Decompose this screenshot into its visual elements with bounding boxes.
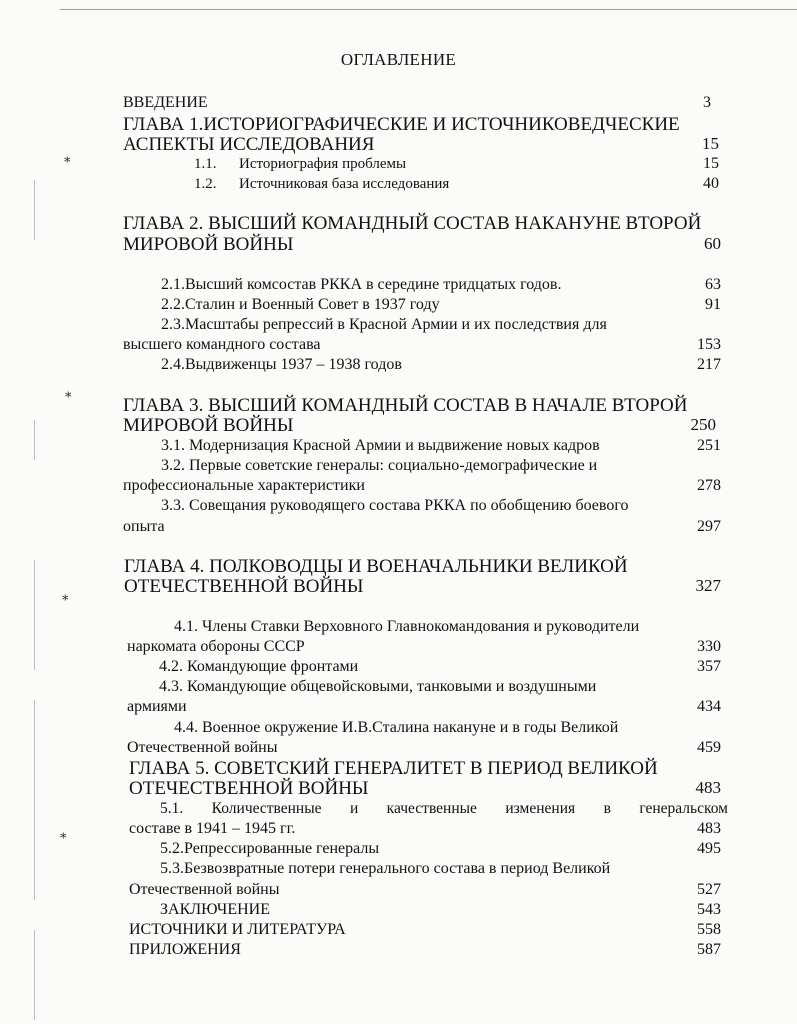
- toc-ch1-page: 15: [702, 134, 719, 153]
- toc-ch1-item1-label: Историография проблемы: [239, 156, 407, 172]
- toc-ch5-title-line1: ГЛАВА 5. СОВЕТСКИЙ ГЕНЕРАЛИТЕТ В ПЕРИОД ВЕЛИКОЙ: [129, 758, 658, 779]
- toc-ch5-item1-word: 5.1.: [160, 800, 184, 817]
- toc-ch5-item3-line2: Отечественной войны: [129, 881, 280, 898]
- toc-ch2-item1-page: 63: [705, 276, 721, 293]
- toc-conclusion-page: 543: [697, 901, 721, 918]
- toc-ch2-page: 60: [704, 234, 721, 253]
- scan-margin-mark: [34, 700, 35, 900]
- toc-ch2-title-line1: ГЛАВА 2. ВЫСШИЙ КОМАНДНЫЙ СОСТАВ НАКАНУНЕ ВТОРОЙ: [123, 213, 702, 234]
- toc-ch4-item2-label: 4.2. Командующие фронтами: [159, 658, 359, 675]
- toc-ch4-title-line1: ГЛАВА 4. ПОЛКОВОДЦЫ И ВОЕНАЧАЛЬНИКИ ВЕЛИКОЙ: [124, 556, 628, 577]
- toc-conclusion-label: ЗАКЛЮЧЕНИЕ: [160, 901, 270, 918]
- toc-ch4-item3-page: 434: [697, 698, 721, 715]
- toc-ch5-item1-line1: [160, 799, 728, 819]
- toc-ch4-item4-line1: 4.4. Военное окружение И.В.Сталина накануне и в годы Великой: [174, 719, 619, 736]
- toc-ch3-title-line2: МИРОВОЙ ВОЙНЫ: [123, 415, 294, 436]
- toc-ch5-item1-word: и: [349, 800, 359, 817]
- toc-ch2-item2-label: 2.2.Сталин и Военный Совет в 1937 году: [161, 296, 440, 313]
- toc-ch4-item2-page: 357: [697, 658, 721, 675]
- toc-ch1-item2-page: 40: [703, 175, 719, 192]
- toc-ch3-item1-page: 251: [697, 437, 721, 454]
- scan-margin-mark: [34, 930, 35, 1020]
- toc-ch1-item2-label: Источниковая база исследования: [239, 176, 450, 192]
- toc-intro-label: ВВЕДЕНИЕ: [123, 94, 208, 111]
- toc-ch4-item4-line2: Отечественной войны: [127, 739, 278, 756]
- toc-ch3-title-line1: ГЛАВА 3. ВЫСШИЙ КОМАНДНЫЙ СОСТАВ В НАЧАЛЕ ВТОРОЙ: [123, 395, 688, 416]
- toc-appendix-page: 587: [697, 941, 721, 958]
- toc-ch5-title-line2: ОТЕЧЕСТВЕННОЙ ВОЙНЫ: [129, 778, 369, 799]
- toc-ch3-item2-line1: 3.2. Первые советские генералы: социально-демографические и: [161, 457, 598, 474]
- toc-ch5-item1-line2: составе в 1941 – 1945 гг.: [129, 820, 296, 837]
- toc-ch4-item3-line1: 4.3. Командующие общевойсковыми, танковыми и воздушными: [159, 678, 597, 695]
- scan-speck-icon: ⁎: [65, 385, 72, 400]
- toc-ch2-item4-label: 2.4.Выдвиженцы 1937 – 1938 годов: [161, 356, 402, 373]
- toc-ch5-item1-word: Количественные: [211, 800, 322, 817]
- toc-ch1-title-line2: АСПЕКТЫ ИССЛЕДОВАНИЯ: [123, 134, 375, 155]
- toc-ch3-item2-page: 278: [697, 477, 721, 494]
- scan-speck-icon: ⁎: [64, 150, 71, 165]
- toc-ch5-item1-page: 483: [697, 820, 721, 837]
- toc-ch4-item1-line2: наркомата обороны СССР: [127, 638, 305, 655]
- toc-ch3-page: 250: [690, 415, 716, 434]
- toc-ch1-item1-num: 1.1.: [194, 156, 217, 172]
- toc-ch2-item1-label: 2.1.Высший комсостав РККА в середине тридцатых годов.: [161, 276, 562, 293]
- toc-sources-page: 558: [697, 921, 721, 938]
- toc-intro-page: 3: [703, 94, 711, 111]
- toc-ch5-item1-word: в: [603, 800, 611, 817]
- toc-ch2-item3-line2: высшего командного состава: [123, 336, 321, 353]
- toc-ch5-item1-word: качественные: [386, 800, 477, 817]
- toc-ch3-item1-label: 3.1. Модернизация Красной Армии и выдвижение новых кадров: [161, 437, 600, 454]
- toc-ch2-title-line2: МИРОВОЙ ВОЙНЫ: [123, 234, 294, 255]
- toc-ch4-title-line2: ОТЕЧЕСТВЕННОЙ ВОЙНЫ: [124, 576, 364, 597]
- toc-ch3-item3-line2: опыта: [123, 518, 165, 535]
- toc-ch3-item3-line1: 3.3. Совещания руководящего состава РККА по обобщению боевого: [161, 497, 629, 514]
- toc-ch4-item3-line2: армиями: [127, 698, 187, 715]
- toc-ch5-item2-label: 5.2.Репрессированные генералы: [160, 840, 380, 857]
- toc-ch5-item1-word: изменения: [505, 800, 576, 817]
- toc-ch1-title-line1: ГЛАВА 1.ИСТОРИОГРАФИЧЕСКИЕ И ИСТОЧНИКОВЕДЧЕСКИЕ: [123, 114, 680, 135]
- toc-sources-label: ИСТОЧНИКИ И ЛИТЕРАТУРА: [129, 921, 346, 938]
- scan-speck-icon: ⁎: [60, 826, 67, 841]
- toc-ch3-item3-page: 297: [697, 518, 721, 535]
- toc-ch4-page: 327: [695, 576, 721, 595]
- toc-ch1-item1-page: 15: [703, 155, 719, 172]
- page-title: ОГЛАВЛЕНИЕ: [340, 50, 457, 69]
- scan-margin-mark: [34, 420, 35, 460]
- toc-ch4-item1-line1: 4.1. Члены Ставки Верховного Главнокомандования и руководители: [174, 618, 640, 635]
- scan-margin-mark: [34, 180, 35, 240]
- toc-ch4-item1-page: 330: [697, 638, 721, 655]
- scan-speck-icon: ⁎: [62, 588, 69, 603]
- toc-ch2-item4-page: 217: [697, 356, 721, 373]
- toc-ch2-item3-page: 153: [697, 336, 721, 353]
- toc-ch2-item2-page: 91: [705, 296, 721, 313]
- scan-margin-mark: [34, 560, 35, 670]
- toc-ch5-item1-word: генеральском: [639, 800, 728, 817]
- toc-ch2-item3-line1: 2.3.Масштабы репрессий в Красной Армии и их последствия для: [161, 316, 607, 333]
- toc-ch4-item4-page: 459: [697, 739, 721, 756]
- toc-ch1-item2-num: 1.2.: [194, 176, 217, 192]
- toc-ch5-item2-page: 495: [697, 840, 721, 857]
- toc-ch3-item2-line2: профессиональные характеристики: [123, 477, 365, 494]
- scan-top-line: [60, 9, 797, 10]
- toc-appendix-label: ПРИЛОЖЕНИЯ: [129, 941, 241, 958]
- toc-ch5-item3-page: 527: [697, 881, 721, 898]
- toc-ch5-item3-line1: 5.3.Безвозвратные потери генерального состава в период Великой: [160, 860, 611, 877]
- toc-ch5-page: 483: [695, 778, 721, 797]
